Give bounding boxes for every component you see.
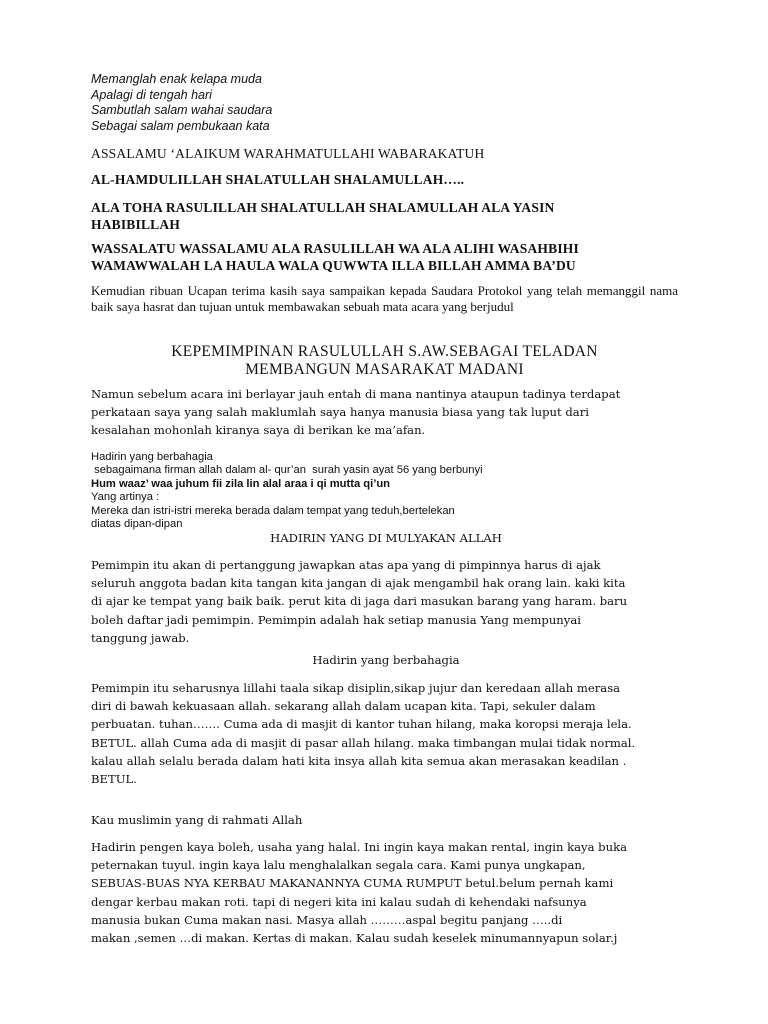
pantun-line: Memanglah enak kelapa muda bbox=[91, 72, 262, 86]
quran-quote-block bbox=[91, 451, 483, 531]
text-line: di ajar ke tempat yang baik baik. perut kita di jaga dari masukan barang yang haram. baru bbox=[91, 594, 628, 609]
text-line: Pemimpin itu akan di pertanggung jawapkan atas apa yang di pimpinnya harus di ajak bbox=[91, 558, 601, 572]
opening-pantun bbox=[91, 72, 272, 134]
speech-title bbox=[91, 343, 678, 379]
section-heading-berbahagia: Hadirin yang berbahagia bbox=[312, 653, 460, 667]
pantun-line: Sebagai salam pembukaan kata bbox=[91, 118, 270, 133]
pantun-line: Sambutlah salam wahai saudara bbox=[91, 103, 273, 117]
text-line: dengar kerbau makan roti. tapi di negeri kita ini kalau sudah di kehendaki nafsunya bbox=[91, 894, 587, 909]
paragraph-leader-discipline bbox=[91, 679, 681, 788]
paragraph-apology bbox=[91, 385, 681, 440]
text-line: sebagaimana firman allah dalam al- qur’an surah yasin ayat 56 yang berbunyi bbox=[91, 464, 483, 477]
text-line: Mereka dan istri-istri mereka berada dalam tempat yang teduh,bertelekan bbox=[91, 504, 455, 517]
text-line: perkataan saya yang salah maklumlah saya hanya manusia biasa yang tak luput dari bbox=[91, 405, 589, 420]
text-line: tanggung jawab. bbox=[91, 630, 190, 645]
paragraph-leader-responsibility bbox=[91, 556, 681, 647]
heading-shalawat bbox=[91, 199, 554, 233]
title-line: KEPEMIMPINAN RASULULLAH S.AW.SEBAGAI TELADAN bbox=[171, 343, 598, 360]
text-line: Namun sebelum acara ini berlayar jauh entah di mana nantinya ataupun tadinya terdapat bbox=[91, 387, 621, 401]
text-line: makan ,semen …di makan. Kertas di makan. Kalau sudah keselek minumannyapun solar.j bbox=[91, 931, 618, 946]
intro-paragraph: Kemudian ribuan Ucapan terima kasih saya sampaikan kepada Saudara Protokol yang telah memanggil nama baik saya hasrat dan tujuan untuk membawakan sebuah mata acara yang berjudul bbox=[91, 283, 678, 314]
text-line: Pemimpin itu seharusnya lillahi taala sikap disiplin,sikap jujur dan keredaan allah merasa bbox=[91, 681, 621, 695]
heading-line: WAMAWWALAH LA HAULA WALA QUWWTA ILLA BILLAH AMMA BA’DU bbox=[91, 258, 576, 273]
heading-wassalatu bbox=[91, 240, 579, 274]
text-line: diri di bawah kekuasaan allah. sekarang allah dalam ucapan kita. Tapi, sekuler dalam bbox=[91, 699, 596, 714]
text-line: kesalahan mohonlah kiranya saya di berikan ke ma’afan. bbox=[91, 423, 426, 438]
text-line: peternakan tuyul. ingin kaya lalu menghalalkan segala cara. Kami punya ungkapan, bbox=[91, 858, 586, 873]
text-line: Hum waaz’ waa juhum fii zila lin alal araa i qi mutta qi’un bbox=[91, 477, 391, 490]
text-line: boleh daftar jadi pemimpin. Pemimpin adalah hak setiap manusia Yang mempunyai bbox=[91, 612, 581, 627]
text-line: seluruh anggota badan kita tangan kita jangan di ajak mengambil hak orang lain. kaki kita bbox=[91, 576, 626, 591]
heading-line: WASSALATU WASSALAMU ALA RASULILLAH WA ALA ALIHI WASAHBIHI bbox=[91, 241, 579, 256]
text-line: BETUL. allah Cuma ada di masjit di pasar allah hilang. maka timbangan mulai tidak normal. bbox=[91, 735, 636, 750]
text-line: SEBUAS-BUAS NYA KERBAU MAKANANNYA CUMA RUMPUT betul.belum pernah kami bbox=[91, 876, 614, 891]
heading-line: HABIBILLAH bbox=[91, 217, 181, 232]
pantun-line: Apalagi di tengah hari bbox=[91, 87, 212, 102]
paragraph-wealth bbox=[91, 838, 681, 947]
paragraph-greeting bbox=[91, 811, 681, 829]
text-line: Hadirin pengen kaya boleh, usaha yang halal. Ini ingin kaya makan rental, ingin kaya buka bbox=[91, 840, 628, 854]
text-line: Yang artinya : bbox=[91, 491, 160, 504]
title-line: MEMBANGUN MASARAKAT MADANI bbox=[245, 361, 524, 378]
heading-line: ALA TOHA RASULILLAH SHALATULLAH SHALAMULLAH ALA YASIN bbox=[91, 200, 555, 215]
text-line: manusia bukan Cuma makan nasi. Masya allah ………aspal begitu panjang …..di bbox=[91, 912, 563, 927]
text-line: Hadirin yang berbahagia bbox=[91, 451, 213, 463]
text-line: kalau allah selalu berada dalam hati kita insya allah kita semua akan merasakan keadilan . bbox=[91, 753, 627, 768]
text-line: diatas dipan-dipan bbox=[91, 518, 183, 531]
text-line: perbuatan. tuhan……. Cuma ada di masjit di kantor tuhan hilang, maka koropsi meraja lela. bbox=[91, 717, 632, 732]
text-line: Kau muslimin yang di rahmati Allah bbox=[91, 813, 303, 827]
section-heading-hadirin: HADIRIN YANG DI MULYAKAN ALLAH bbox=[270, 531, 502, 545]
text-line: BETUL. bbox=[91, 772, 137, 787]
heading-hamdalah: AL-HAMDULILLAH SHALATULLAH SHALAMULLAH….. bbox=[91, 172, 465, 187]
salam-line: ASSALAMU ‘ALAIKUM WARAHMATULLAHI WABARAKATUH bbox=[91, 146, 485, 161]
